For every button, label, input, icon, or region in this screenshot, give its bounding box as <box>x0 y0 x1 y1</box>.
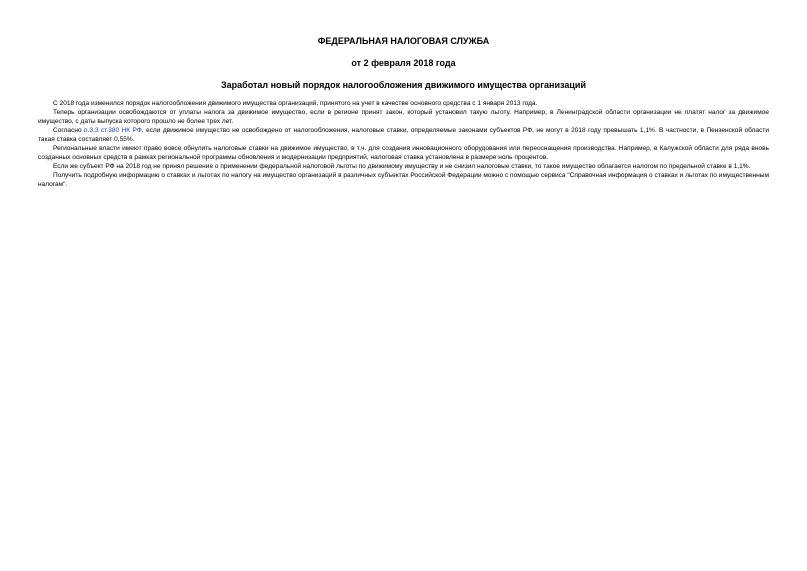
document-page <box>38 32 769 189</box>
paragraph-3-text-after: , если движимое имущество не освобождено от налогообложения, налоговые ставки, определяемые законами субъектов РФ, не могут в 2018 году превышать 1,1%. В частности, в Пензенской области такая ставка составляет 0,55%. <box>38 127 769 143</box>
document-body <box>38 99 769 189</box>
paragraph-4: Региональные власти имеют право вовсе обнулить налоговые ставки на движимое имущество, в т.ч. для создания инновационного оборудования или переоснащения производства. Например, в Калужской области для ряда вновь созданных основных средств в рамках региональной программы обновления и модернизации предприятий, налоговая ставка установлена в размере ноль процентов. <box>38 145 769 161</box>
agency-heading: ФЕДЕРАЛЬНАЯ НАЛОГОВАЯ СЛУЖБА <box>317 36 490 46</box>
tax-code-article-link[interactable]: п.3.3 ст.380 НК РФ <box>84 127 142 134</box>
paragraph-1: С 2018 года изменился порядок налогообложения движимого имущества организаций, принятого на учет в качестве основного средства с 1 января 2013 года. <box>53 100 538 107</box>
document-headline: Заработал новый порядок налогообложения движимого имущества организаций <box>221 80 586 90</box>
paragraph-6: Получить подробную информацию о ставках и льготах по налогу на имущество организаций в различных субъектах Российской Федерации можно с помощью сервиса "Справочная информация о ставках и льготах по имущественным налогам". <box>38 172 769 188</box>
paragraph-3-text-before: Согласно <box>53 127 85 134</box>
paragraph-3 <box>38 126 769 144</box>
paragraph-5: Если же субъект РФ на 2018 год не принял решение о применении федеральной налоговой льготы по движимому имуществу и не снизил налоговые ставки, то такое имущество облагается налогом по предельной ставке в 1,1%. <box>53 163 751 170</box>
document-date: от 2 февраля 2018 года <box>351 58 456 68</box>
paragraph-2: Теперь организации освобождаются от уплаты налога за движимое имущество, если в регионе принят закон, который установил такую льготу. Например, в Ленинградской области организации не платят налог за движимое имущество, с даты выпуска которого прошло не более трех лет. <box>38 109 769 125</box>
